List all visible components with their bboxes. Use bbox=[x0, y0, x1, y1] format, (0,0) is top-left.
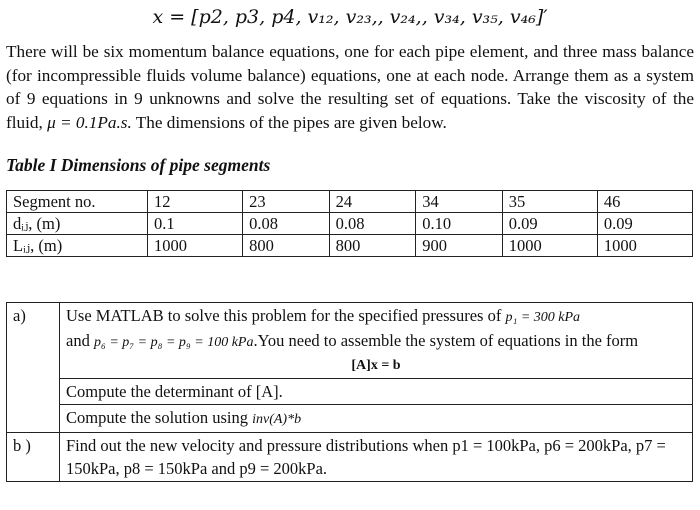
task-a-text-3: .You need to assemble the system of equations in the form bbox=[253, 331, 639, 350]
segment-cell: 12 bbox=[148, 191, 243, 213]
task-a-row bbox=[7, 303, 693, 379]
length-cell: 900 bbox=[416, 235, 503, 257]
segment-cell: 35 bbox=[502, 191, 597, 213]
task-b-text: Find out the new velocity and pressure distributions when p1 = 100kPa, p6 = 200kPa, p7 = 150kPa, p8 = 150kPa and p9 = 200kPa. bbox=[60, 433, 693, 482]
length-cell: 800 bbox=[329, 235, 416, 257]
task-a-solution-text: Compute the solution using bbox=[66, 408, 248, 427]
table-row-segment bbox=[7, 191, 693, 213]
length-label: Lᵢⱼ, (m) bbox=[7, 235, 148, 257]
task-a-p1: p₁ = 300 kPa bbox=[505, 310, 581, 325]
segment-cell: 24 bbox=[329, 191, 416, 213]
description-text-end: The dimensions of the pipes are given below. bbox=[135, 112, 447, 132]
task-a-label: a) bbox=[7, 303, 60, 433]
pipe-dimensions-table bbox=[6, 190, 693, 257]
table-title: Table I Dimensions of pipe segments bbox=[6, 155, 271, 175]
length-cell: 1000 bbox=[148, 235, 243, 257]
diameter-label: dᵢⱼ, (m) bbox=[7, 213, 148, 235]
diameter-cell: 0.09 bbox=[502, 213, 597, 235]
task-a-pressures: p₆ = p₇ = p₈ = p₉ = 100 kPa bbox=[93, 335, 254, 350]
task-a-det: Compute the determinant of [A]. bbox=[60, 379, 693, 405]
description-text: There will be six momentum balance equations, one for each pipe element, and three mass balance (for incompressible fluids volume balance) equations, one at each node. Arrange them as a system of 9 equations in 9 unknowns and solve the resulting set of equations. Take the viscosity of the fluid, bbox=[6, 42, 694, 132]
header-label: Segment no. bbox=[7, 191, 148, 213]
length-cell: 800 bbox=[243, 235, 330, 257]
diameter-cell: 0.10 bbox=[416, 213, 503, 235]
problem-description bbox=[6, 40, 694, 134]
viscosity-value: μ = 0.1Pa.s. bbox=[47, 112, 132, 132]
tasks-table bbox=[6, 302, 693, 482]
task-a-formula: [A]x = b bbox=[351, 358, 401, 373]
table-row-length bbox=[7, 235, 693, 257]
task-a-solution-row bbox=[7, 405, 693, 433]
task-a-text bbox=[60, 303, 693, 379]
task-b-row bbox=[7, 433, 693, 482]
diameter-cell: 0.1 bbox=[148, 213, 243, 235]
task-a-text-2: and bbox=[66, 331, 90, 350]
segment-cell: 46 bbox=[597, 191, 692, 213]
task-b-label: b ) bbox=[7, 433, 60, 482]
length-cell: 1000 bbox=[502, 235, 597, 257]
diameter-cell: 0.09 bbox=[597, 213, 692, 235]
task-a-solution-expr: inv(A)*b bbox=[252, 412, 302, 427]
length-cell: 1000 bbox=[597, 235, 692, 257]
task-a-solution bbox=[60, 405, 693, 433]
unknowns-vector-equation: x = [p2, p3, p4, v₁₂, v₂₃,, v₂₄,, v₃₄, v₃₅, v₄₆]′ bbox=[152, 6, 548, 28]
diameter-cell: 0.08 bbox=[329, 213, 416, 235]
task-a-det-row bbox=[7, 379, 693, 405]
segment-cell: 34 bbox=[416, 191, 503, 213]
table-row-diameter bbox=[7, 213, 693, 235]
task-a-text-1: Use MATLAB to solve this problem for the specified pressures of bbox=[66, 306, 502, 325]
segment-cell: 23 bbox=[243, 191, 330, 213]
diameter-cell: 0.08 bbox=[243, 213, 330, 235]
